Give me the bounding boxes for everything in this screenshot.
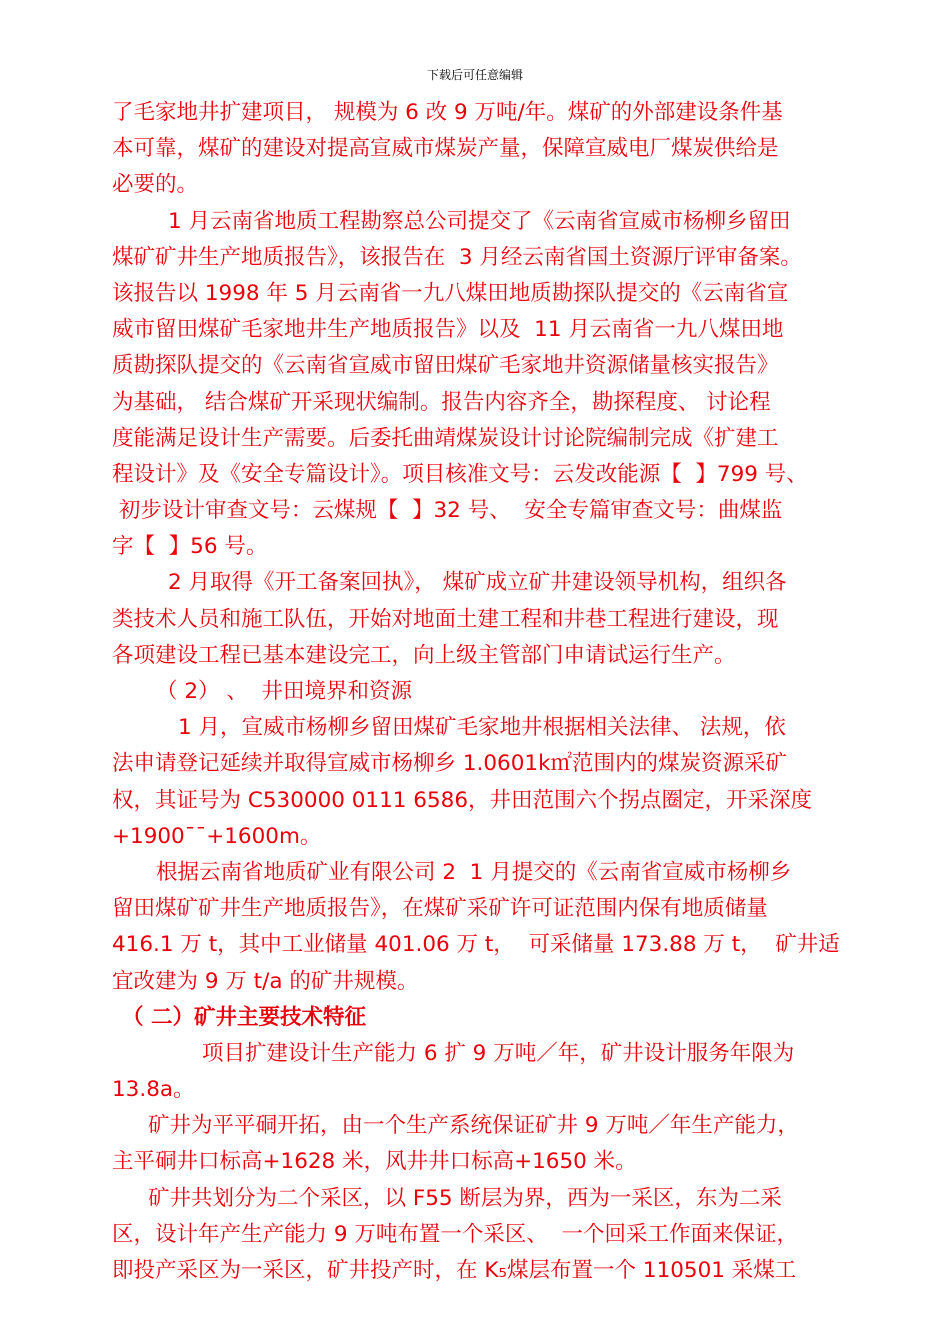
text-line: 类技术人员和施工队伍，开始对地面土建工程和井巷工程进行建设，现 bbox=[112, 606, 779, 632]
text-line: 该报告以 1998 年 5 月云南省一九八煤田地质勘探队提交的《云南省宣 bbox=[112, 280, 789, 306]
text-line: 宜改建为 9 万 t/a 的矿井规模。 bbox=[112, 968, 419, 994]
text-line: 矿井共划分为二个采区，以 F55 断层为界，西为一采区，东为二采 bbox=[148, 1185, 782, 1211]
text-line: 主平硐井口标高+1628 米，风井井口标高+1650 米。 bbox=[112, 1149, 637, 1175]
text-line: 法申请登记延续并取得宣威市杨柳乡 1.0601k㎡范围内的煤炭资源采矿 bbox=[112, 751, 788, 777]
page-header: 下载后可任意编辑 bbox=[426, 68, 523, 82]
text-line: 必要的。 bbox=[112, 172, 199, 198]
text-line: 字【 】56 号。 bbox=[112, 534, 268, 560]
text-line: 煤矿矿井生产地质报告》，该报告在 3 月经云南省国土资源厅评审备案。 bbox=[112, 244, 802, 270]
text-line: 初步设计审查文号：云煤规【 】32 号、 安全专篇审查文号：曲煤监 bbox=[112, 498, 783, 524]
section-heading: （ 2） 、 井田境界和资源 bbox=[156, 679, 413, 704]
text-line: 1 月云南省地质工程勘察总公司提交了《云南省宣威市杨柳乡留田 bbox=[168, 208, 791, 234]
text-line: 矿井为平平硐开拓，由一个生产系统保证矿井 9 万吨／年生产能力， bbox=[148, 1113, 799, 1139]
text-line: 威市留田煤矿毛家地井生产地质报告》以及 11 月云南省一九八煤田地 bbox=[112, 317, 784, 343]
text-line: +1900¯¯+1600m。 bbox=[112, 823, 322, 849]
text-line: 区，设计年产生产能力 9 万吨布置一个采区、 一个回采工作面来保证， bbox=[112, 1221, 799, 1247]
text-line: 2 月取得《开工备案回执》， 煤矿成立矿井建设领导机构，组织各 bbox=[168, 570, 787, 596]
text-line: 项目扩建设计生产能力 6 扩 9 万吨／年，矿井设计服务年限为 bbox=[202, 1040, 795, 1066]
text-line: 留田煤矿矿井生产地质报告》，在煤矿采矿许可证范围内保有地质储量 bbox=[112, 896, 768, 922]
text-line: 度能满足设计生产需要。后委托曲靖煤炭设计讨论院编制完成《扩建工 bbox=[112, 425, 779, 451]
text-line: 程设计》及《安全专篇设计》。项目核准文号：云发改能源【 】799 号、 bbox=[112, 461, 808, 487]
section-heading: （ 二）矿井主要技术特征 bbox=[122, 1004, 366, 1030]
text-line: 为基础， 结合煤矿开采现状编制。报告内容齐全，勘探程度、 讨论程 bbox=[112, 389, 771, 415]
text-line: 即投产采区为一采区，矿井投产时，在 K₅煤层布置一个 110501 采煤工 bbox=[112, 1258, 797, 1283]
text-line: 416.1 万 t，其中工业储量 401.06 万 t， 可采储量 173.88 万 t， 矿井适 bbox=[112, 932, 840, 958]
text-line: 根据云南省地质矿业有限公司 2 1 月提交的《云南省宣威市杨柳乡 bbox=[156, 859, 792, 885]
document-body bbox=[112, 95, 842, 1289]
text-line: 各项建设工程已基本建设完工，向上级主管部门申请试运行生产。 bbox=[112, 642, 736, 668]
text-line: 13.8a。 bbox=[112, 1077, 195, 1103]
text-line: 权，其证号为 C530000 0111 6586，井田范围六个拐点圈定，开采深度 bbox=[112, 787, 813, 813]
text-line: 本可靠，煤矿的建设对提高宣威市煤炭产量，保障宣威电厂煤炭供给是 bbox=[112, 136, 779, 162]
text-line: 1 月，宣威市杨柳乡留田煤矿毛家地井根据相关法律、 法规，依 bbox=[178, 715, 786, 741]
text-line: 质勘探队提交的《云南省宣威市留田煤矿毛家地井资源储量核实报告》 bbox=[112, 353, 779, 379]
text-line: 了毛家地井扩建项目， 规模为 6 改 9 万吨/年。煤矿的外部建设条件基 bbox=[112, 100, 783, 125]
